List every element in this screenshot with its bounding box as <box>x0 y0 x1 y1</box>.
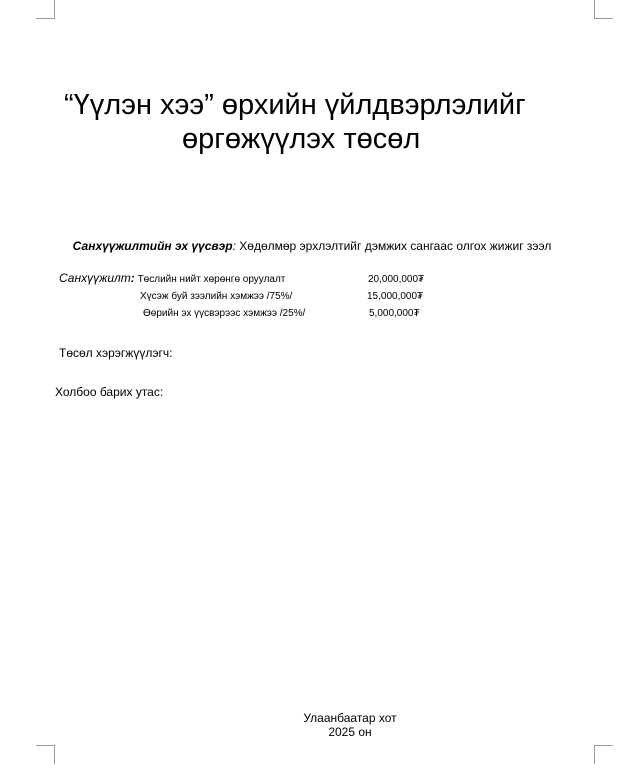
financing-label: Санхүүжилт <box>59 271 131 285</box>
funding-source <box>60 240 564 253</box>
financing-item-name: Төслийн нийт хөрөнгө оруулалт <box>137 274 286 285</box>
financing-colon: : <box>130 271 135 285</box>
implementer-field: Төсөл хэрэгжүүлэгч: <box>59 346 173 360</box>
financing-row-1 <box>59 272 285 286</box>
financing-item-amount: 15,000,000₮ <box>367 291 424 302</box>
document-title-line-1: “Үүлэн хээ” өрхийн үйлдвэрлэлийг <box>64 89 526 121</box>
financing-item-name: Хүсэж буй зээлийн хэмжээ /75%/ <box>140 291 293 302</box>
crop-mark-bottom-left <box>36 745 55 764</box>
funding-source-colon: : <box>232 239 236 253</box>
financing-item-amount: 20,000,000₮ <box>368 274 425 285</box>
footer-year: 2025 он <box>328 725 372 739</box>
financing-row-3 <box>143 308 305 320</box>
funding-source-text: Хөдөлмөр эрхлэлтийг дэмжих сангаас олгох жижиг зээл <box>239 239 552 253</box>
financing-row-2 <box>140 291 292 303</box>
phone-field: Холбоо барих утас: <box>55 385 164 399</box>
financing-item-amount: 5,000,000₮ <box>369 308 420 319</box>
crop-mark-bottom-right <box>594 745 613 764</box>
footer-city: Улаанбаатар хот <box>303 711 397 725</box>
funding-source-label: Санхүүжилтийн эх үүсвэр <box>72 239 233 253</box>
document-title-line-2: өргөжүүлэх төсөл <box>182 123 421 155</box>
financing-item-name: Өөрийн эх үүсвэрээс хэмжээ /25%/ <box>143 308 306 319</box>
crop-mark-top-left <box>36 0 55 19</box>
crop-mark-top-right <box>594 0 613 19</box>
